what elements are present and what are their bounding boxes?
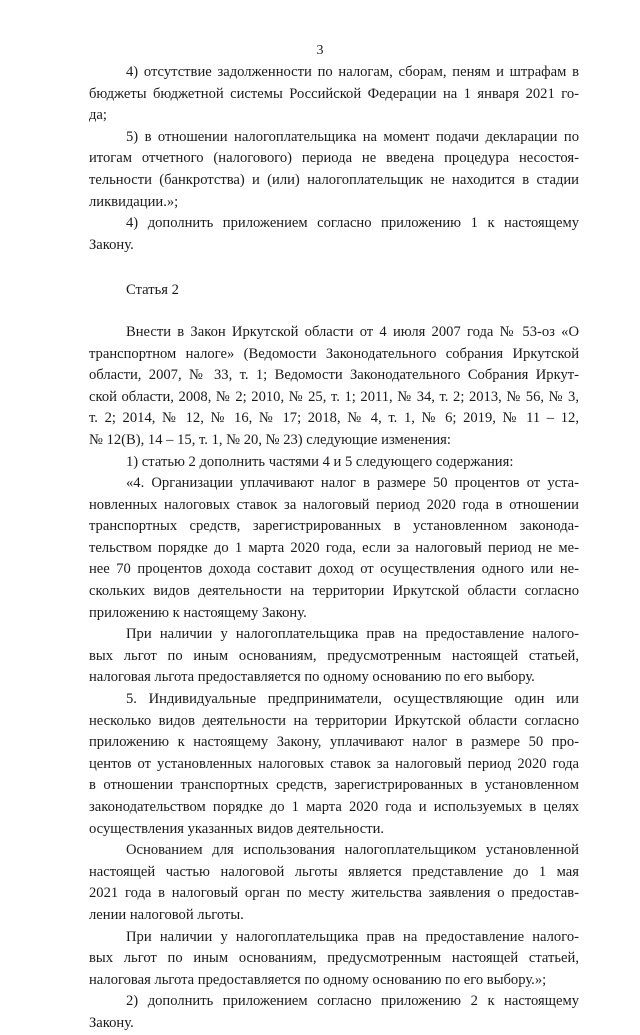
text-line: итогам отчетного (налогового) периода не введена процедура несостоя- [89,150,579,167]
text-line: ской области, 2008, № 2; 2010, № 25, т. 1; 2011, № 34, т. 2; 2013, № 56, № 3, [89,388,579,405]
text-line: При наличии у налогоплательщика прав на предоставление налого- [126,626,579,643]
text-line: настоящей частью налоговой льготы является представление до 1 мая [89,863,579,880]
article-heading [89,280,579,302]
text-line: 4) отсутствие задолженности по налогам, сборам, пеням и штрафам в [126,64,579,80]
text-line: приложению к настоящему Закону. [89,604,307,621]
paragraph [89,213,579,256]
text-line: транспортном налоге» (Ведомости Законодательного собрания Иркутской [89,345,579,362]
text-line: да; [89,107,107,124]
paragraph [89,452,579,474]
text-line: ликвидации.»; [89,193,179,210]
paragraph [89,473,579,624]
text-line: 5. Индивидуальные предприниматели, осуществляющие один или [126,691,579,708]
text-line: 4) дополнить приложением согласно приложению 1 к настоящему [126,215,579,232]
paragraph [89,624,579,689]
text-line: 5) в отношении налогоплательщика на момент подачи декларации по [126,128,579,145]
text-line: налоговая льгота предоставляется по одному основанию по его выбору. [89,669,535,686]
text-line: налоговая льгота предоставляется по одному основанию по его выбору.»; [89,971,547,988]
text-line: 1) статью 2 дополнить частями 4 и 5 следующего содержания: [126,453,514,470]
page-number: 3 [316,43,324,58]
text-line: лении налоговой льготы. [89,906,244,923]
text-line: тельством порядке до 1 марта 2020 года, если за налоговый период не ме- [89,539,579,556]
text-line: вых льгот по иным основаниям, предусмотренным настоящей статьей, [89,950,579,967]
text-line: т. 2; 2014, № 12, № 16, № 17; 2018, № 4, т. 1, № 6; 2019, № 11 – 12, [89,410,579,427]
text-line: области, 2007, № 33, т. 1; Ведомости Законодательного Собрания Иркут- [89,367,579,384]
text-line: осуществления указанных видов деятельности. [89,820,385,837]
text-line: № 12(В), 14 – 15, т. 1, № 20, № 23) следующие изменения: [89,431,451,448]
paragraph [89,927,579,992]
text-line: законодательством порядке до 1 марта 2020 года и используемых в целях [89,799,579,815]
text-line: в отношении транспортных средств, зарегистрированных в установленном [89,777,579,794]
text-line: тельности (банкротства) и (или) налогоплательщик не находится в стадии [89,171,579,188]
text-line: вых льгот по иным основаниям, предусмотренным настоящей статьей, [89,647,579,664]
text-line: При наличии у налогоплательщика прав на предоставление налого- [126,928,579,945]
text-line: Основанием для использования налогоплательщиком установленной [126,842,579,859]
text-line: бюджеты бюджетной системы Российской Федерации на 1 января 2021 го- [89,85,579,102]
text-line: скольких видов деятельности на территории Иркутской области согласно [89,583,579,600]
text-line: «4. Организации уплачивают налог в размере 50 процентов от уста- [126,475,579,492]
paragraph [89,840,579,926]
text-line: 2021 года в налоговый орган по месту жительства заявления о предостав- [89,885,579,902]
paragraph [89,322,579,452]
paragraph [89,62,579,127]
text-line: Статья 2 [126,282,179,299]
block-spacer [89,256,579,280]
text-line: Закону. [89,236,134,253]
text-line: Внести в Закон Иркутской области от 4 июля 2007 года № 53-оз «О [126,323,579,340]
text-line: приложению к настоящему Закону, уплачивают налог в размере 50 про- [89,734,579,751]
block-spacer [89,302,579,322]
text-line: Закону. [89,1014,134,1031]
text-line: центов от установленных налоговых ставок за налоговый период 2020 года [89,755,579,772]
text-line: несколько видов деятельности на территории Иркутской области согласно [89,712,579,729]
paragraph [89,689,579,840]
paragraph [89,991,579,1034]
document-body [89,62,579,1035]
text-line: нее 70 процентов дохода составит доход от осуществления одного или не- [89,561,579,578]
paragraph [89,127,579,213]
text-line: новленных налоговых ставок за налоговый период 2020 года в отношении [89,496,579,513]
text-line: 2) дополнить приложением согласно приложению 2 к настоящему [126,993,579,1010]
text-line: транспортных средств, зарегистрированных в установленном законода- [89,518,579,535]
